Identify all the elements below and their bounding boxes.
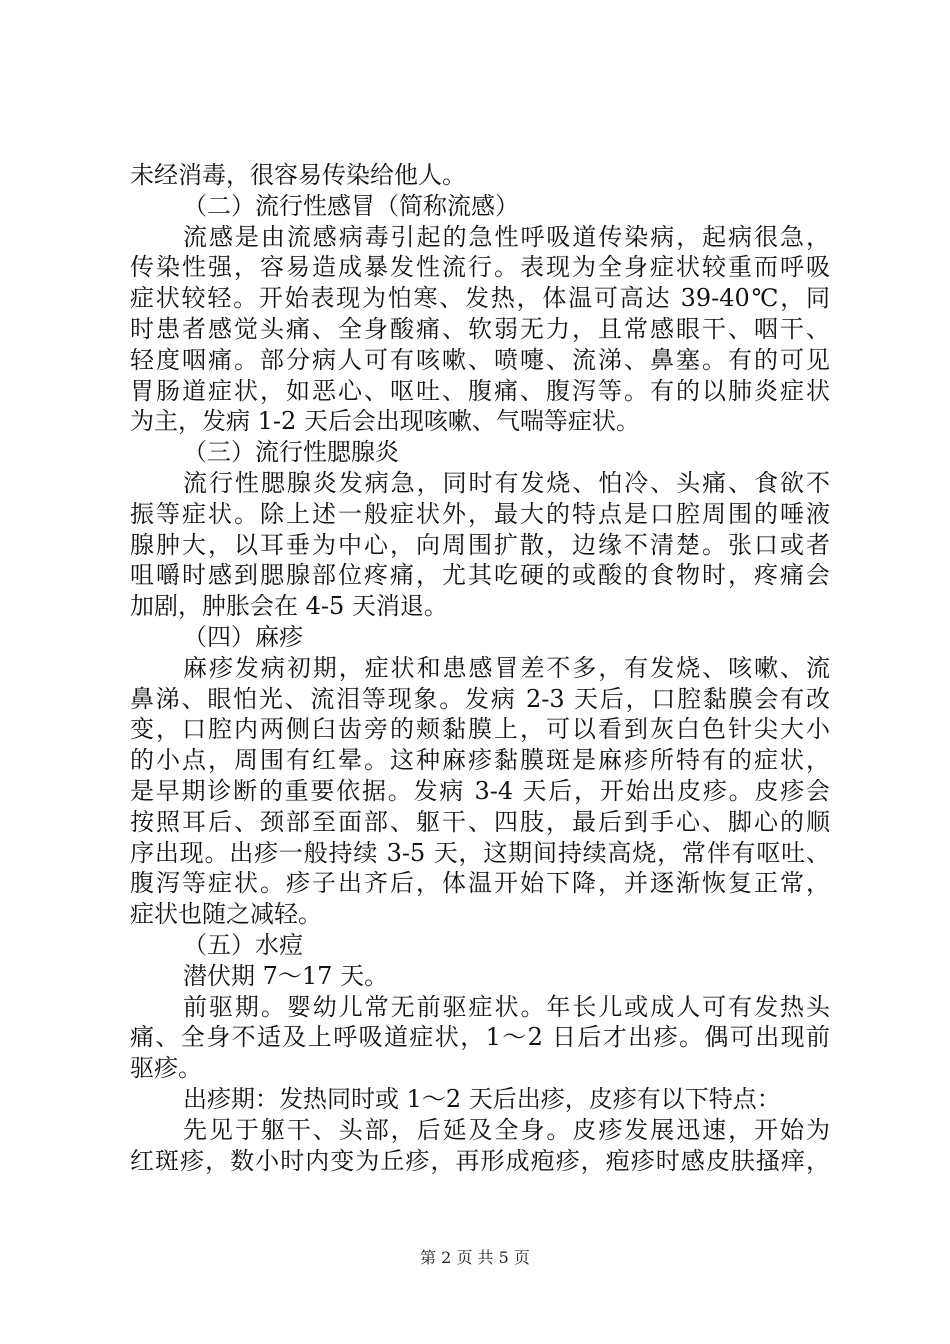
text-line: 变，口腔内两侧臼齿旁的颊黏膜上，可以看到灰白色针尖大小 bbox=[130, 715, 830, 744]
text-line: 潜伏期 7～17 天。 bbox=[183, 961, 389, 990]
text-line: 的小点，周围有红晕。这种麻疹黏膜斑是麻疹所特有的症状， bbox=[130, 746, 830, 775]
document-body bbox=[130, 160, 830, 1176]
text-line: 轻度咽痛。部分病人可有咳嗽、喷嚏、流涕、鼻塞。有的可见 bbox=[130, 345, 830, 374]
text-line: 出疹期：发热同时或 1～2 天后出疹，皮疹有以下特点： bbox=[183, 1084, 781, 1113]
text-line: 症状也随之减轻。 bbox=[130, 900, 322, 929]
text-line: 症状较轻。开始表现为怕寒、发热，体温可高达 39-40℃，同 bbox=[130, 284, 830, 313]
section-heading-measles: （四）麻疹 bbox=[183, 622, 303, 651]
text-line: 腹泻等症状。疹子出齐后，体温开始下降，并逐渐恢复正常， bbox=[130, 869, 830, 898]
text-line: 痛、全身不适及上呼吸道症状，1～2 日后才出疹。偶可出现前 bbox=[130, 1023, 830, 1052]
text-line: 前驱期。婴幼儿常无前驱症状。年长儿或成人可有发热头 bbox=[183, 992, 830, 1021]
text-line: 先见于躯干、头部，后延及全身。皮疹发展迅速，开始为 bbox=[183, 1115, 830, 1144]
text-line: 胃肠道症状，如恶心、呕吐、腹痛、腹泻等。有的以肺炎症状 bbox=[130, 376, 830, 405]
text-line: 流行性腮腺炎发病急，同时有发烧、怕冷、头痛、食欲不 bbox=[183, 468, 830, 497]
text-line: 时患者感觉头痛、全身酸痛、软弱无力，且常感眼干、咽干、 bbox=[130, 314, 830, 343]
text-line: 加剧，肿胀会在 4-5 天消退。 bbox=[130, 592, 448, 621]
page-footer: 第 2 页 共 5 页 bbox=[420, 1248, 530, 1267]
text-line: 是早期诊断的重要依据。发病 3-4 天后，开始出皮疹。皮疹会 bbox=[130, 776, 830, 805]
text-line: 按照耳后、颈部至面部、躯干、四肢，最后到手心、脚心的顺 bbox=[130, 807, 830, 836]
text-line: 麻疹发病初期，症状和患感冒差不多，有发烧、咳嗽、流 bbox=[183, 653, 830, 682]
text-line: 振等症状。除上述一般症状外，最大的特点是口腔周围的唾液 bbox=[130, 499, 830, 528]
section-heading-mumps: （三）流行性腮腺炎 bbox=[183, 438, 399, 467]
text-line: 红斑疹，数小时内变为丘疹，再形成疱疹，疱疹时感皮肤搔痒， bbox=[130, 1146, 830, 1175]
text-line: 为主，发病 1-2 天后会出现咳嗽、气喘等症状。 bbox=[130, 407, 640, 436]
text-line: 腺肿大，以耳垂为中心，向周围扩散，边缘不清楚。张口或者 bbox=[130, 530, 830, 559]
text-line: 序出现。出疹一般持续 3-5 天，这期间持续高烧，常伴有呕吐、 bbox=[130, 838, 830, 867]
section-heading-flu: （二）流行性感冒（简称流感） bbox=[183, 191, 519, 220]
text-line: 未经消毒，很容易传染给他人。 bbox=[130, 161, 466, 189]
text-line: 传染性强，容易造成暴发性流行。表现为全身症状较重而呼吸 bbox=[130, 253, 830, 282]
text-line: 流感是由流感病毒引起的急性呼吸道传染病，起病很急， bbox=[183, 222, 830, 251]
text-line: 咀嚼时感到腮腺部位疼痛，尤其吃硬的或酸的食物时，疼痛会 bbox=[130, 561, 830, 590]
text-line: 驱疹。 bbox=[130, 1054, 202, 1083]
section-heading-chickenpox: （五）水痘 bbox=[183, 930, 303, 959]
text-line: 鼻涕、眼怕光、流泪等现象。发病 2-3 天后，口腔黏膜会有改 bbox=[130, 684, 830, 713]
